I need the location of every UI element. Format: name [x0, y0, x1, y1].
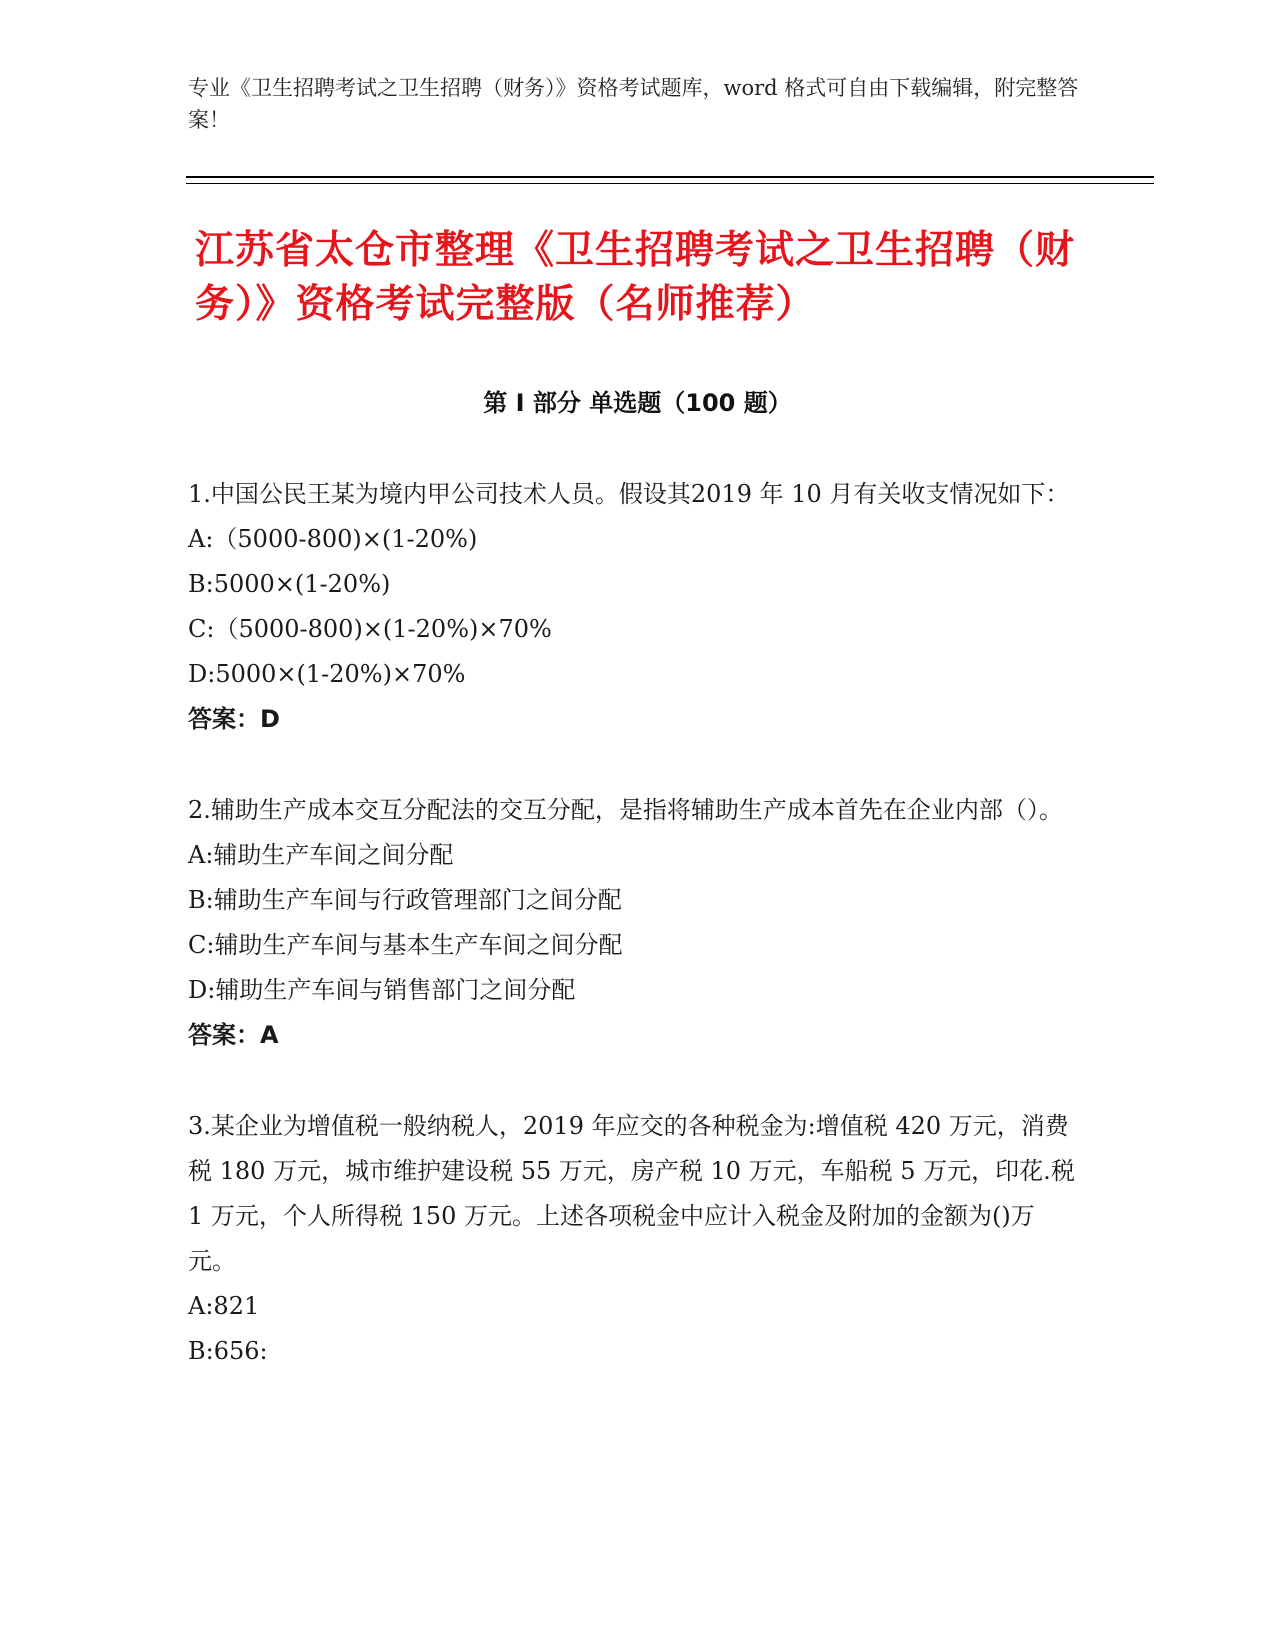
option-d: D:辅助生产车间与销售部门之间分配: [188, 976, 576, 1004]
header-rule-thin: [186, 183, 1154, 184]
option-c: C:辅助生产车间与基本生产车间之间分配: [188, 931, 623, 959]
option-d: D:5000×(1-20%)×70%: [188, 660, 466, 688]
header-rule-thick: [186, 176, 1154, 178]
option-a: A:（5000-800)×(1-20%): [188, 525, 478, 553]
answer-label: 答案：A: [188, 1021, 279, 1049]
header-note: 专业《卫生招聘考试之卫生招聘（财务）》资格考试题库，word 格式可自由下载编辑，附完整答案！: [188, 76, 1079, 132]
question-2: [188, 788, 1078, 1058]
option-a: A:821: [188, 1292, 260, 1320]
question-1: [188, 472, 1078, 742]
option-b: B:辅助生产车间与行政管理部门之间分配: [188, 886, 622, 914]
question-stem: 3.某企业为增值税一般纳税人，2019 年应交的各种税金为:增值税 420 万元，消费税 180 万元，城市维护建设税 55 万元，房产税 10 万元，车船税 5 万元，印花.税 1 万元，个人所得税 150 万元。上述各项税金中应计入税金及附加的金额为()万元。: [188, 1112, 1075, 1275]
option-c: C:（5000-800)×(1-20%)×70%: [188, 615, 552, 643]
option-b: B:5000×(1-20%): [188, 570, 391, 598]
section-heading: 第 I 部分 单选题（100 题）: [483, 389, 792, 417]
question-3: [188, 1104, 1078, 1374]
answer-label: 答案：D: [188, 705, 280, 733]
question-stem: 1.中国公民王某为境内甲公司技术人员。假设其2019 年 10 月有关收支情况如下：: [188, 480, 1070, 508]
question-stem: 2.辅助生产成本交互分配法的交互分配，是指将辅助生产成本首先在企业内部（）。: [188, 796, 1063, 824]
option-b: B:656:: [188, 1337, 268, 1365]
document-title: 江苏省太仓市整理《卫生招聘考试之卫生招聘（财务）》资格考试完整版（名师推荐）: [195, 228, 1076, 327]
option-a: A:辅助生产车间之间分配: [188, 841, 454, 869]
question-list: [188, 472, 1078, 1420]
